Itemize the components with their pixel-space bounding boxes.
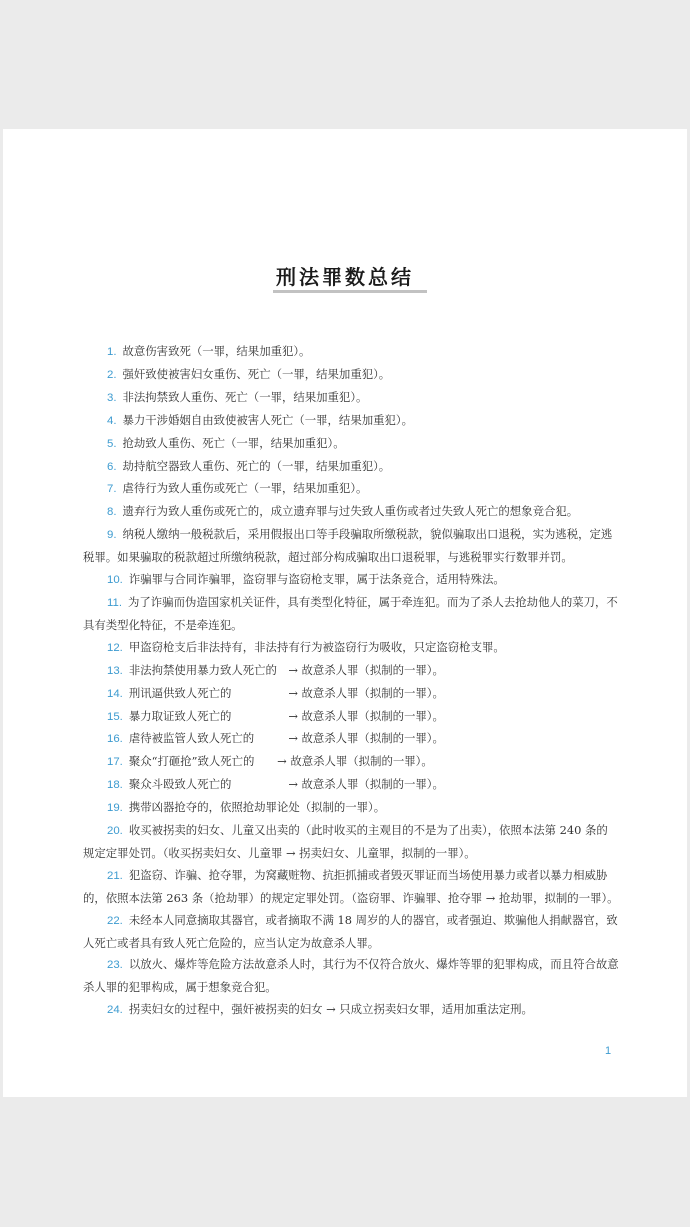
list-item: 24. 拐卖妇女的过程中，强奸被拐卖的妇女 → 只成立拐卖妇女罪，适用加重法定刑。 <box>107 1002 533 1017</box>
list-item: 9. 纳税人缴纳一般税款后，采用假报出口等手段骗取所缴税款，貌似骗取出口退税，实为逃税，定逃税罪。如果骗取的税款超过所缴纳税款，超过部分构成骗取出口退税罪，与逃税罪实行数罪并罚。 <box>83 527 613 565</box>
list-item: 16. 虐待被监管人致人死亡的 → 故意杀人罪（拟制的一罪）。 <box>107 731 444 746</box>
list-item: 4. 暴力干涉婚姻自由致使被害人死亡（一罪，结果加重犯）。 <box>107 412 413 427</box>
list-item: 19. 携带凶器抢夺的，依照抢劫罪论处（拟制的一罪）。 <box>107 800 386 815</box>
list-item: 20. 收买被拐卖的妇女、儿童又出卖的（此时收买的主观目的不是为了出卖），依照本法第 240 条的规定定罪处罚。（收买拐卖妇女、儿童罪 → 拐卖妇女、儿童罪，拟制的一罪）。 <box>83 823 608 860</box>
list-item: 7. 虐待行为致人重伤或死亡（一罪，结果加重犯）。 <box>107 481 368 496</box>
list-item: 23. 以放火、爆炸等危险方法故意杀人时，其行为不仅符合放火、爆炸等罪的犯罪构成，而且符合故意杀人罪的犯罪构成，属于想象竞合犯。 <box>83 957 619 995</box>
list-item: 21. 犯盗窃、诈骗、抢夺罪，为窝藏赃物、抗拒抓捕或者毁灭罪证而当场使用暴力或者以暴力相威胁的，依照本法第 263 条（抢劫罪）的规定定罪处罚。（盗窃罪、诈骗罪、抢夺罪 → 抢劫罪，拟制的一罪）。 <box>83 867 619 905</box>
list-item: 12. 甲盗窃枪支后非法持有，非法持有行为被盗窃行为吸收，只定盗窃枪支罪。 <box>107 639 505 654</box>
document-page <box>3 129 687 1097</box>
list-item: 15. 暴力取证致人死亡的 → 故意杀人罪（拟制的一罪）。 <box>107 708 444 723</box>
list-item: 10. 诈骗罪与合同诈骗罪，盗窃罪与盗窃枪支罪，属于法条竞合，适用特殊法。 <box>107 572 505 587</box>
list-item: 18. 聚众斗殴致人死亡的 → 故意杀人罪（拟制的一罪）。 <box>107 777 444 792</box>
list-item: 2. 强奸致使被害妇女重伤、死亡（一罪，结果加重犯）。 <box>107 366 391 381</box>
page-number: 1 <box>605 1045 612 1057</box>
title-underline <box>273 290 427 293</box>
list-item: 1. 故意伤害致死（一罪，结果加重犯）。 <box>107 344 311 358</box>
list-item: 5. 抢劫致人重伤、死亡（一罪，结果加重犯）。 <box>107 435 345 450</box>
list-item: 22. 未经本人同意摘取其器官，或者摘取不满 18 周岁的人的器官，或者强迫、欺骗他人捐献器官，致人死亡或者具有致人死亡危险的，应当认定为故意杀人罪。 <box>83 912 618 950</box>
list-item: 17. 聚众“打砸抢”致人死亡的 → 故意杀人罪（拟制的一罪）。 <box>107 754 433 769</box>
list-item: 8. 遗弃行为致人重伤或死亡的，成立遗弃罪与过失致人重伤或者过失致人死亡的想象竞合犯。 <box>107 504 579 519</box>
page-title: 刑法罪数总结 <box>276 265 414 289</box>
list-item: 13. 非法拘禁使用暴力致人死亡的 → 故意杀人罪（拟制的一罪）。 <box>107 662 444 677</box>
list-item: 3. 非法拘禁致人重伤、死亡（一罪，结果加重犯）。 <box>107 389 368 404</box>
summary-list <box>83 341 619 1022</box>
list-item: 6. 劫持航空器致人重伤、死亡的（一罪，结果加重犯）。 <box>107 458 391 473</box>
list-item: 14. 刑讯逼供致人死亡的 → 故意杀人罪（拟制的一罪）。 <box>107 685 444 700</box>
list-item: 11. 为了诈骗而伪造国家机关证件，具有类型化特征，属于牵连犯。而为了杀人去抢劫他人的菜刀，不具有类型化特征，不是牵连犯。 <box>83 594 618 632</box>
